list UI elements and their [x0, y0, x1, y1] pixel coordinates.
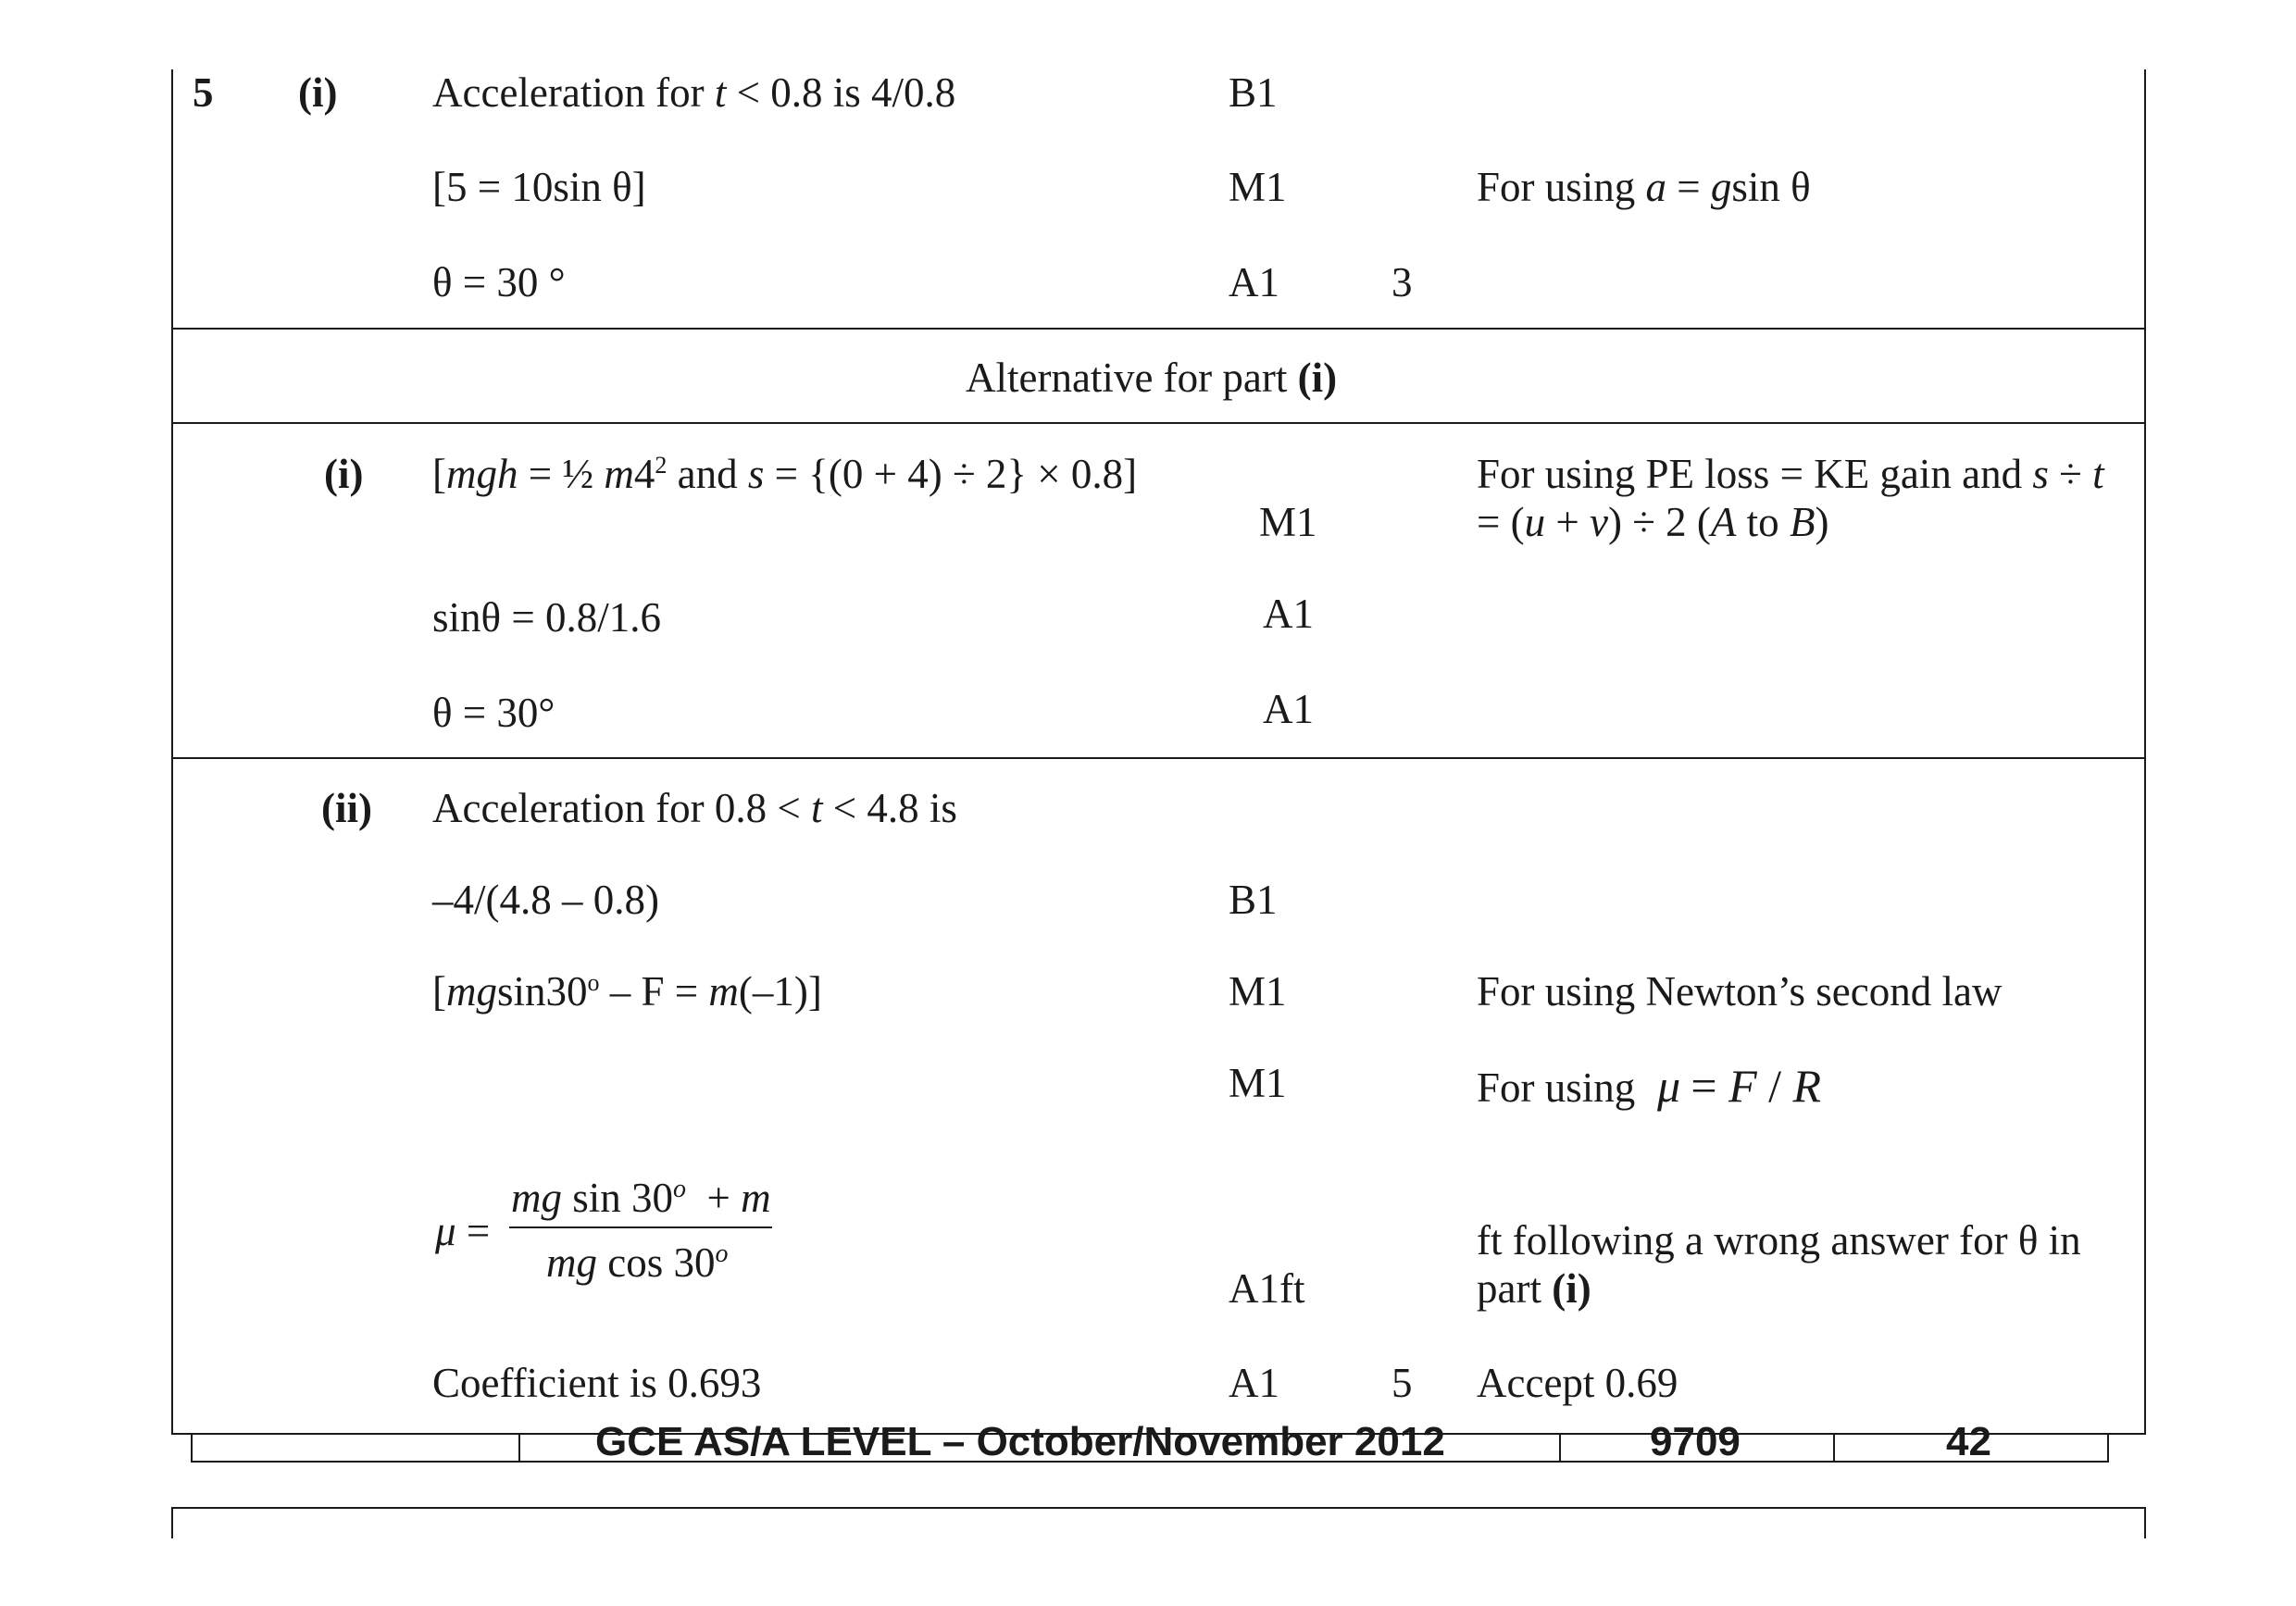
footer-exam-title: GCE AS/A LEVEL – October/November 2012: [595, 1419, 1445, 1464]
part-label-ii: (ii): [321, 785, 372, 831]
working-newton: [mgsin30$^o$ – F = m(–1)]: [432, 968, 822, 1015]
alt-part-label-i: (i): [324, 451, 364, 497]
divider-after-alternative: [171, 757, 2146, 759]
fraction-lhs: μ =: [435, 1208, 491, 1254]
working-accel-ii: Acceleration for 0.8 < t < 4.8 is: [432, 785, 957, 831]
alt-guidance-line2: = (u + v) ÷ 2 (A to B): [1477, 499, 1829, 545]
guidance-ft-line1: ft following a wrong answer for θ in: [1477, 1217, 2081, 1264]
alternative-heading-text: Alternative for part: [966, 355, 1288, 401]
guidance-gsin: For using a = gsin θ: [1477, 164, 1811, 210]
alt-working-energy: [mgh = ½ $m4^2$ and s = {(0 + 4) ÷ 2} × 0.8]: [432, 451, 1138, 497]
footer-syllabus-code: 9709: [1650, 1419, 1741, 1464]
mark-a1: A1: [1229, 259, 1279, 305]
working-sin-equation: [5 = 10sin θ]: [432, 164, 646, 210]
working-decel: –4/(4.8 – 0.8): [432, 877, 659, 923]
guidance-accept: Accept 0.69: [1477, 1360, 1678, 1406]
guidance-friction: For using μ = F / R: [1477, 1060, 1822, 1112]
footer-divider-2: [1559, 1435, 1561, 1463]
working-coefficient: Coefficient is 0.693: [432, 1360, 762, 1406]
fraction-numerator: mg sin 30$^o$ + m: [511, 1175, 771, 1221]
divider-after-part-i: [171, 328, 2146, 330]
alt-mark-m1: M1: [1259, 499, 1317, 545]
next-table-right: [2144, 1507, 2146, 1538]
mark-m1-newton: M1: [1229, 968, 1287, 1015]
working-theta: θ = 30 °: [432, 259, 566, 305]
alt-guidance-line1: For using PE loss = KE gain and s ÷ t: [1477, 451, 2104, 497]
table-right-border: [2144, 69, 2146, 1435]
alt-working-theta: θ = 30°: [432, 690, 555, 736]
alternative-heading-part: (i): [1297, 355, 1338, 401]
total-marks-part-ii: 5: [1391, 1360, 1413, 1406]
part-label-i: (i): [298, 69, 338, 116]
mark-a1-final: A1: [1229, 1360, 1279, 1406]
mark-b1-ii: B1: [1229, 877, 1278, 923]
fraction-denominator: mg cos 30$^o$: [546, 1239, 729, 1286]
next-table-top: [171, 1507, 2146, 1509]
footer-divider-1: [518, 1435, 520, 1463]
footer-divider-3: [1833, 1435, 1835, 1463]
table-left-border: [171, 69, 173, 1435]
divider-after-alt-heading: [171, 422, 2146, 424]
question-number: 5: [193, 69, 214, 116]
footer-paper-number: 42: [1946, 1419, 1991, 1464]
alt-mark-a1-sin: A1: [1263, 591, 1314, 637]
guidance-ft-line2: part (i): [1477, 1265, 1591, 1312]
alt-working-sin: sinθ = 0.8/1.6: [432, 594, 661, 641]
working-accel-line: Acceleration for t < 0.8 is 4/0.8: [432, 69, 956, 116]
footer-box-right: [2107, 1435, 2109, 1463]
mark-m1: M1: [1229, 164, 1287, 210]
alt-mark-a1-theta: A1: [1263, 686, 1314, 732]
mark-a1ft: A1ft: [1229, 1265, 1305, 1312]
footer-box-left: [191, 1435, 193, 1463]
fraction-bar: [509, 1226, 772, 1228]
alternative-heading: [966, 357, 1337, 399]
next-table-left: [171, 1507, 173, 1538]
mark-m1-friction: M1: [1229, 1060, 1287, 1106]
mark-b1: B1: [1229, 69, 1278, 116]
guidance-newton: For using Newton’s second law: [1477, 968, 2003, 1015]
total-marks-part-i: 3: [1391, 259, 1413, 305]
